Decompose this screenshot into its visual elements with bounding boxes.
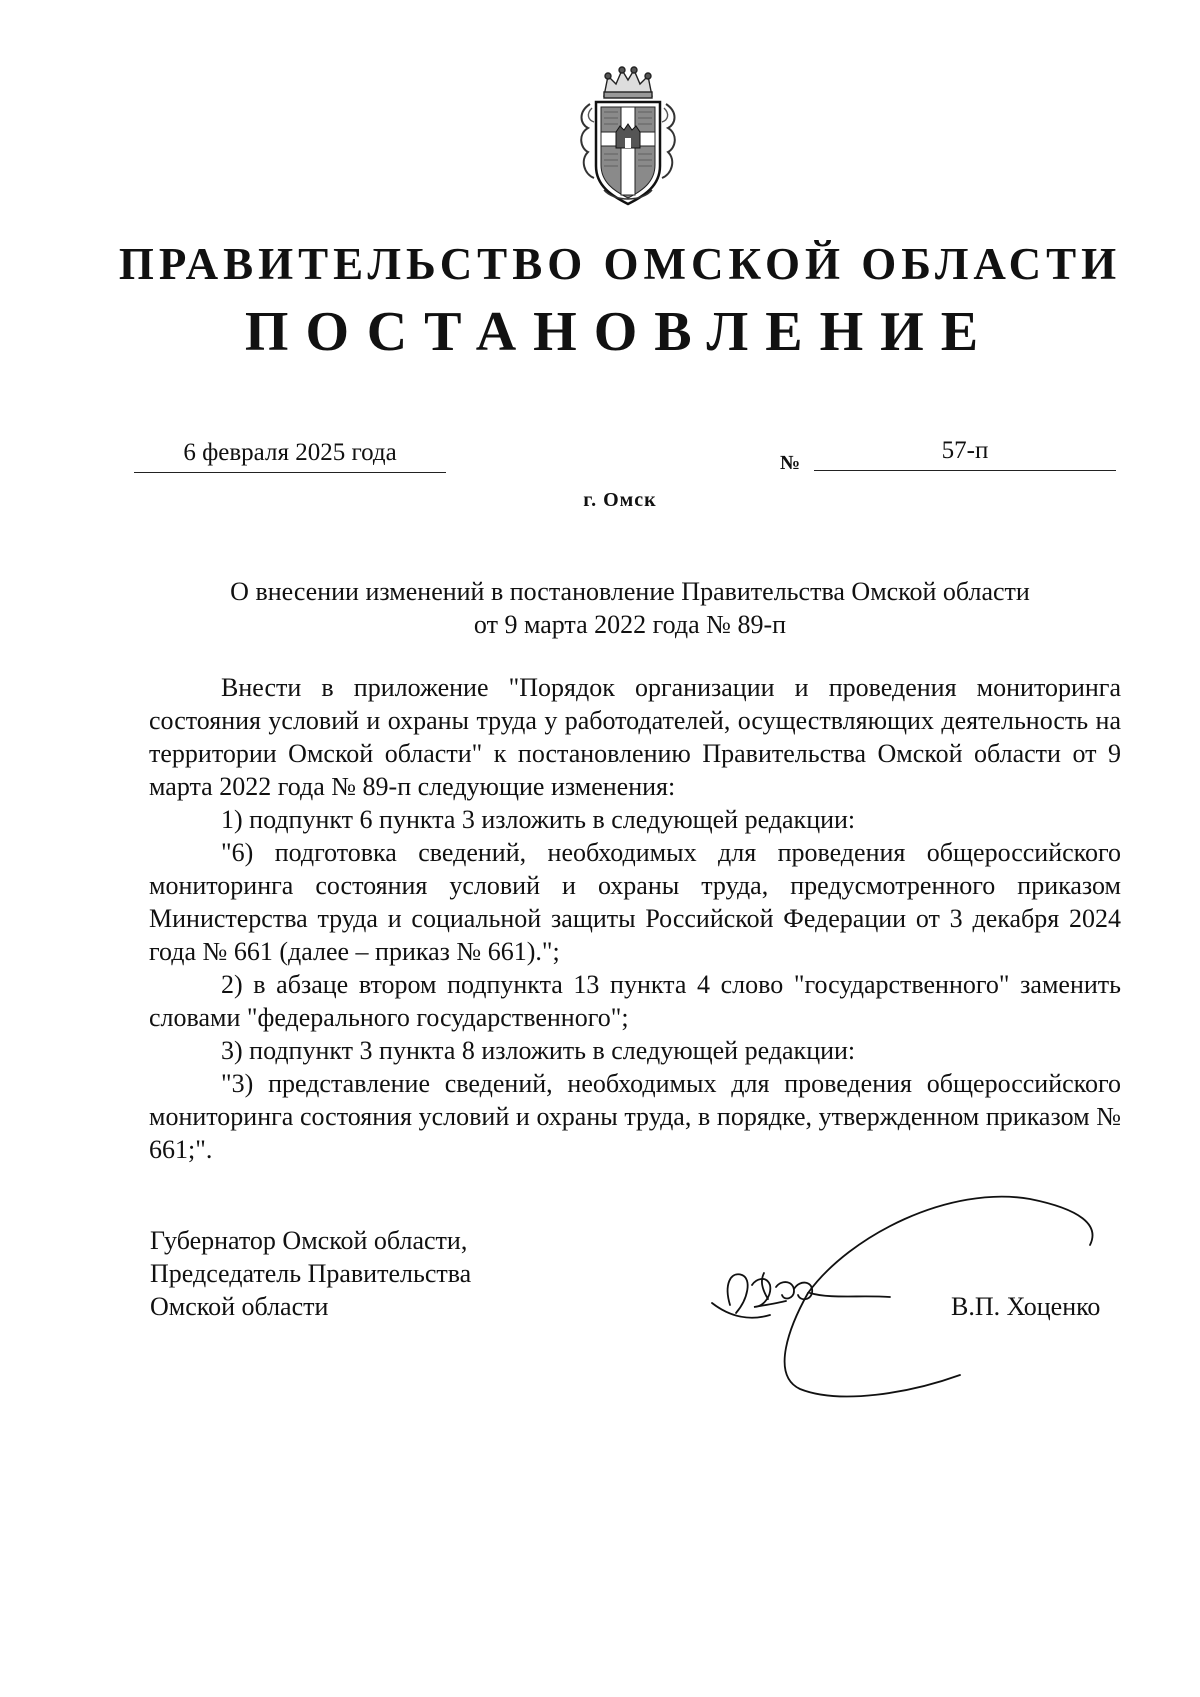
subject-line-1: О внесении изменений в постановление Правительства Омской области	[230, 577, 1030, 606]
signer-position-line-3: Омской области	[150, 1292, 329, 1321]
body-paragraph: 1) подпункт 6 пункта 3 изложить в следующей редакции:	[221, 805, 856, 834]
document-number-label: №	[780, 452, 801, 474]
signer-position-line-2: Председатель Правительства	[150, 1259, 472, 1288]
body-paragraph: 2) в абзаце втором подпункта 13 пункта 4 слово "государственного" заменить словами "федерального государственного";	[149, 970, 1121, 1032]
subject-line-2: от 9 марта 2022 года № 89-п	[473, 610, 787, 639]
document-subject	[150, 575, 1110, 641]
document-city: г. Омск	[583, 489, 657, 511]
document-number: 57-п	[814, 436, 1116, 471]
document-date: 6 февраля 2025 года	[134, 438, 446, 473]
body-paragraph: "6) подготовка сведений, необходимых для проведения общероссийского мониторинга состояния условий и охраны труда, предусмотренного приказом Министерства труда и социальной защиты Российской Федерации от 3 декабря 2024 года № 661 (далее – приказ № 661).";	[149, 838, 1121, 966]
signer-name: В.П. Хоценко	[951, 1292, 1101, 1321]
body-paragraph: 3) подпункт 3 пункта 8 изложить в следующей редакции:	[221, 1036, 856, 1065]
document-type-title: ПОСТАНОВЛЕНИЕ	[244, 301, 996, 363]
signer-position-line-1: Губернатор Омской области,	[150, 1226, 468, 1255]
signer-position	[150, 1224, 471, 1323]
organization-title: ПРАВИТЕЛЬСТВО ОМСКОЙ ОБЛАСТИ	[118, 239, 1122, 289]
coat-of-arms-icon	[568, 62, 688, 210]
document-body	[149, 671, 1121, 1166]
body-paragraph: "3) представление сведений, необходимых для проведения общероссийского мониторинга состояния условий и охраны труда, в порядке, утвержденном приказом № 661;".	[149, 1069, 1121, 1164]
body-paragraph: Внести в приложение "Порядок организации и проведения мониторинга состояния условий и охраны труда у работодателей, осуществляющих деятельность на территории Омской области" к постановлению Правительства Омской области от 9 марта 2022 года № 89-п следующие изменения:	[149, 673, 1121, 801]
